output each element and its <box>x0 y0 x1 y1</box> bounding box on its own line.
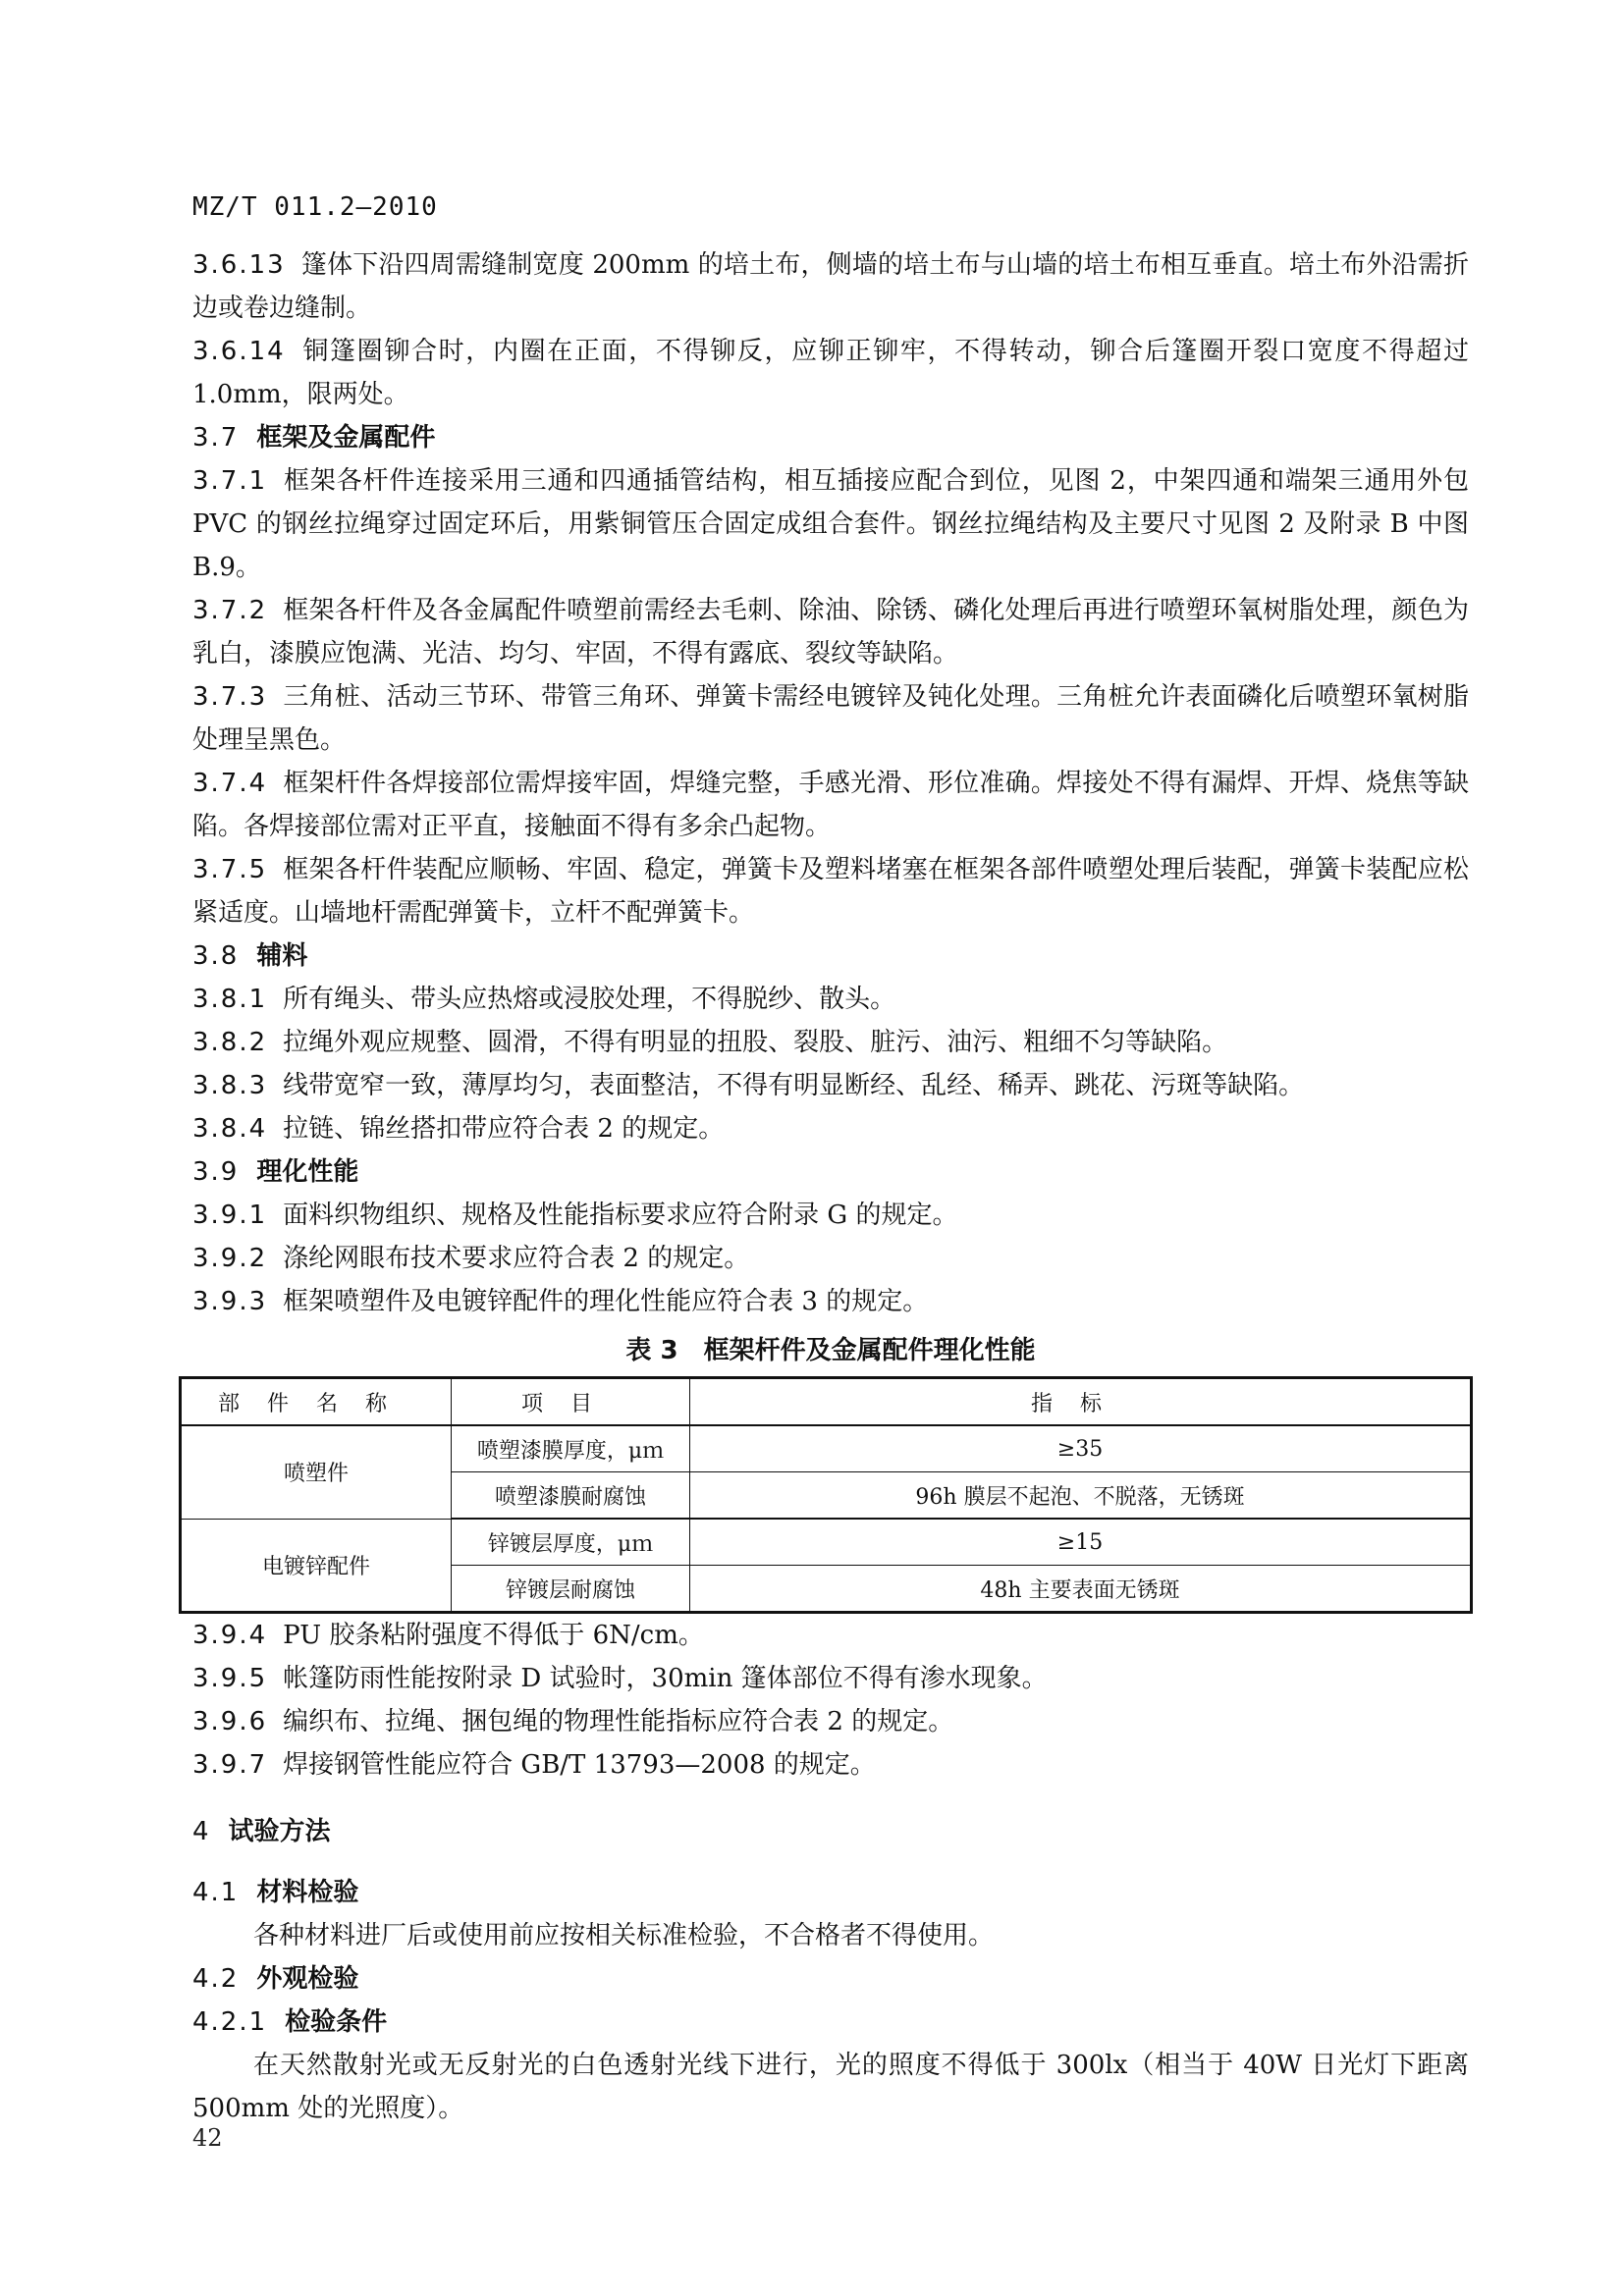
clause-text: 篷体下沿四周需缝制宽度 200mm 的培土布，侧墙的培土布与山墙的培土布相互垂直。培土布外沿需折边或卷边缝制。 <box>192 250 1469 323</box>
clause-text: 拉链、锦丝搭扣带应符合表 2 的规定。 <box>283 1114 725 1144</box>
clause-text: 各种材料进厂后或使用前应按相关标准检验，不合格者不得使用。 <box>253 1921 995 1950</box>
table-header-row <box>181 1378 1472 1426</box>
section-3-9-4-to-3-9-7 <box>192 1614 1469 1787</box>
clause-text: 检验条件 <box>285 2007 388 2037</box>
clause-number: 3.7 <box>192 423 240 453</box>
clause-paragraph <box>192 459 1469 589</box>
clause-paragraph <box>192 1064 1469 1107</box>
clause-text: 框架各杆件装配应顺畅、牢固、稳定，弹簧卡及塑料堵塞在框架各部件喷塑处理后装配，弹簧卡装配应松紧适度。山墙地杆需配弹簧卡，立杆不配弹簧卡。 <box>192 855 1469 928</box>
clause-paragraph <box>192 1280 1469 1323</box>
clause-number: 3.9.2 <box>192 1244 268 1273</box>
clause-text: 面料织物组织、规格及性能指标要求应符合附录 G 的规定。 <box>283 1201 958 1230</box>
clause-number: 3.8.4 <box>192 1114 268 1144</box>
section-heading <box>192 1150 1469 1194</box>
clause-text: 拉绳外观应规整、圆滑，不得有明显的扭股、裂股、脏污、油污、粗细不匀等缺陷。 <box>283 1028 1228 1057</box>
section-heading <box>192 1957 1469 2001</box>
clause-number: 4.2 <box>192 1964 240 1994</box>
clause-text: 辅料 <box>256 941 308 971</box>
table-3-title: 表 3 框架杆件及金属配件理化性能 <box>625 1336 1036 1365</box>
clause-text: 涤纶网眼布技术要求应符合表 2 的规定。 <box>283 1244 750 1273</box>
clause-paragraph <box>192 1237 1469 1280</box>
clause-text: 框架杆件各焊接部位需焊接牢固，焊缝完整，手感光滑、形位准确。焊接处不得有漏焊、开焊、烧焦等缺陷。各焊接部位需对正平直，接触面不得有多余凸起物。 <box>192 769 1469 841</box>
body-paragraph <box>192 1914 1469 1957</box>
table-row <box>181 1425 1472 1472</box>
clause-number: 3.6.13 <box>192 250 286 280</box>
table-header-item: 项目 <box>452 1378 690 1426</box>
clause-number: 3.9.7 <box>192 1750 268 1780</box>
clause-paragraph <box>192 1700 1469 1743</box>
document-body <box>192 243 1469 2130</box>
clause-number: 3.7.3 <box>192 682 268 712</box>
chapter-number: 4 <box>192 1817 211 1846</box>
table-cell-item: 锌镀层厚度，μｍ <box>452 1519 690 1566</box>
clause-text: 所有绳头、带头应热熔或浸胶处理，不得脱纱、散头。 <box>283 985 896 1014</box>
table-cell-part: 喷塑件 <box>181 1425 452 1519</box>
clause-text: 框架及金属配件 <box>256 423 436 453</box>
table-3 <box>179 1376 1473 1614</box>
table-cell-part: 电镀锌配件 <box>181 1519 452 1613</box>
clause-text: 三角桩、活动三节环、带管三角环、弹簧卡需经电镀锌及钝化处理。三角桩允许表面磷化后喷塑环氧树脂处理呈黑色。 <box>192 682 1469 755</box>
clause-text: 框架喷塑件及电镀锌配件的理化性能应符合表 3 的规定。 <box>283 1287 929 1316</box>
clause-text: 焊接钢管性能应符合 GB/T 13793—2008 的规定。 <box>283 1750 876 1780</box>
chapter-title: 试验方法 <box>228 1817 331 1846</box>
clause-paragraph <box>192 1657 1469 1700</box>
clause-paragraph <box>192 762 1469 848</box>
clause-paragraph <box>192 1107 1469 1150</box>
clause-text: 在天然散射光或无反射光的白色透射光线下进行，光的照度不得低于 300lx（相当于 40W 日光灯下距离 500mm 处的光照度）。 <box>192 2051 1469 2123</box>
clause-text: 帐篷防雨性能按附录 D 试验时，30min 篷体部位不得有渗水现象。 <box>283 1664 1048 1693</box>
spacer <box>192 1853 1469 1871</box>
table-header-part: 部件名称 <box>181 1378 452 1426</box>
clause-text: 材料检验 <box>256 1878 359 1907</box>
clause-number: 3.9.3 <box>192 1287 268 1316</box>
clause-paragraph <box>192 243 1469 330</box>
clause-number: 3.8.3 <box>192 1071 268 1100</box>
clause-number: 3.8.2 <box>192 1028 268 1057</box>
clause-number: 3.7.1 <box>192 466 268 496</box>
clause-paragraph <box>192 848 1469 934</box>
clause-text: 外观检验 <box>256 1964 359 1994</box>
section-heading <box>192 1871 1469 1914</box>
clause-paragraph <box>192 1194 1469 1237</box>
clause-number: 3.8 <box>192 941 240 971</box>
clause-text: 理化性能 <box>256 1157 359 1187</box>
section-3-6-to-3-9-3 <box>192 243 1469 1323</box>
clause-paragraph <box>192 1614 1469 1657</box>
clause-paragraph <box>192 675 1469 762</box>
clause-number: 4.1 <box>192 1878 240 1907</box>
clause-paragraph <box>192 1743 1469 1787</box>
clause-number: 3.7.2 <box>192 596 268 625</box>
clause-number: 3.9.1 <box>192 1201 268 1230</box>
clause-number: 3.7.4 <box>192 769 268 798</box>
clause-text: 框架各杆件及各金属配件喷塑前需经去毛刺、除油、除锈、磷化处理后再进行喷塑环氧树脂处理，颜色为乳白，漆膜应饱满、光洁、均匀、牢固，不得有露底、裂纹等缺陷。 <box>192 596 1469 668</box>
table-cell-value: ≥35 <box>690 1425 1472 1472</box>
clause-text: 框架各杆件连接采用三通和四通插管结构，相互插接应配合到位，见图 2，中架四通和端架三通用外包 PVC 的钢丝拉绳穿过固定环后，用紫铜管压合固定成组合套件。钢丝拉绳结构及主要尺寸见图 2 及附录 B 中图 B.9。 <box>192 466 1469 582</box>
page-number: 42 <box>192 2124 223 2152</box>
chapter-4-heading <box>192 1810 1469 1853</box>
table-cell-item: 喷塑漆膜耐腐蚀 <box>452 1472 690 1520</box>
clause-paragraph <box>192 330 1469 416</box>
clause-number: 3.8.1 <box>192 985 268 1014</box>
body-paragraph <box>192 2044 1469 2130</box>
section-heading <box>192 416 1469 459</box>
clause-text: 编织布、拉绳、捆包绳的物理性能指标应符合表 2 的规定。 <box>283 1707 954 1736</box>
clause-number: 3.9.4 <box>192 1621 268 1650</box>
section-heading <box>192 934 1469 978</box>
section-heading <box>192 2001 1469 2044</box>
table-row <box>181 1519 1472 1566</box>
clause-number: 3.7.5 <box>192 855 268 884</box>
clause-number: 3.9.6 <box>192 1707 268 1736</box>
clause-text: 线带宽窄一致，薄厚均匀，表面整洁，不得有明显断经、乱经、稀弄、跳花、污斑等缺陷。 <box>283 1071 1305 1100</box>
spacer <box>192 1787 1469 1810</box>
clause-paragraph <box>192 978 1469 1021</box>
table-cell-item: 喷塑漆膜厚度，μｍ <box>452 1425 690 1472</box>
clause-text: PU 胶条粘附强度不得低于 6N/cm。 <box>283 1621 704 1650</box>
clause-number: 3.9.5 <box>192 1664 268 1693</box>
table-cell-value: 48h 主要表面无锈斑 <box>690 1566 1472 1613</box>
clause-number: 3.9 <box>192 1157 240 1187</box>
clause-paragraph <box>192 1021 1469 1064</box>
section-4-1-to-4-2-1 <box>192 1871 1469 2130</box>
clause-number: 3.6.14 <box>192 337 286 366</box>
table-cell-value: 96h 膜层不起泡、不脱落，无锈斑 <box>690 1472 1472 1520</box>
clause-text: 铜篷圈铆合时，内圈在正面，不得铆反，应铆正铆牢，不得转动，铆合后篷圈开裂口宽度不得超过 1.0mm，限两处。 <box>192 337 1469 409</box>
standard-code: MZ/T 011.2—2010 <box>192 192 438 222</box>
table-cell-value: ≥15 <box>690 1519 1472 1566</box>
table-cell-item: 锌镀层耐腐蚀 <box>452 1566 690 1613</box>
clause-number: 4.2.1 <box>192 2007 268 2037</box>
table-header-value: 指标 <box>690 1378 1472 1426</box>
clause-paragraph <box>192 589 1469 675</box>
